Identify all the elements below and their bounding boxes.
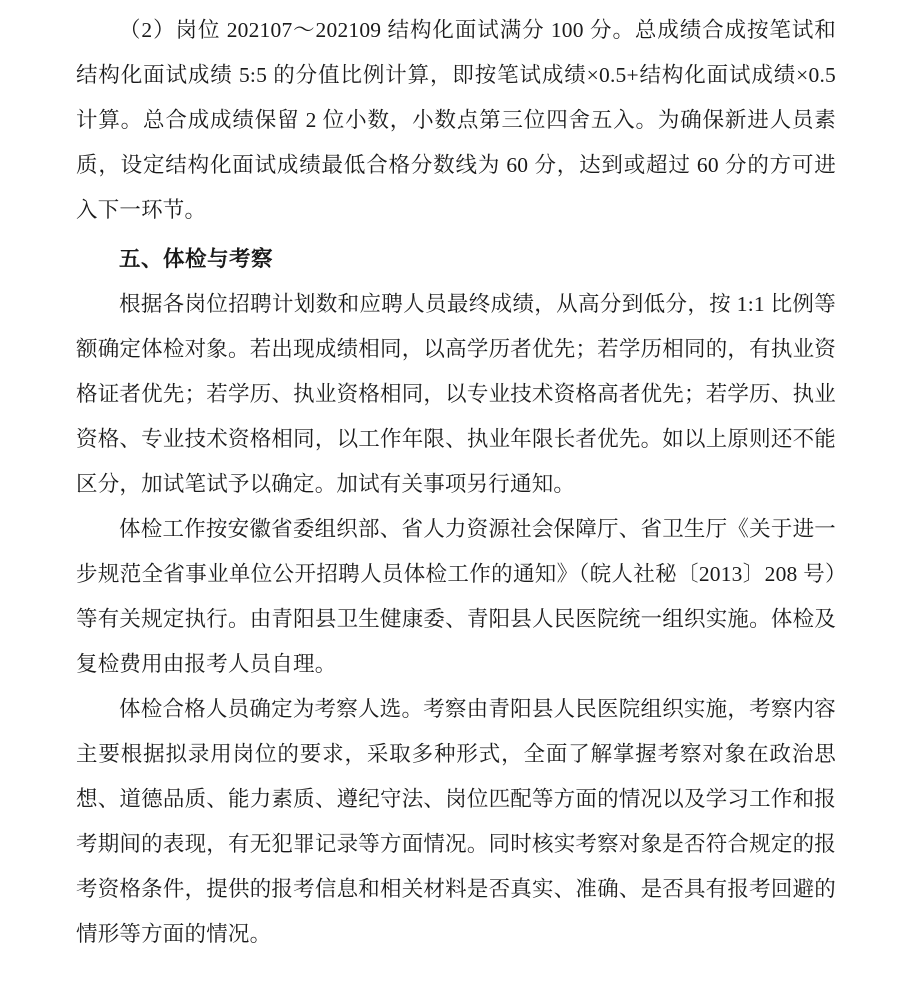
paragraph-medical-rules: 体检工作按安徽省委组织部、省人力资源社会保障厅、省卫生厅《关于进一步规范全省事业单位公开招聘人员体检工作的通知》（皖人社秘〔2013〕208 号）等有关规定执行。由青阳县卫生健康委、青阳县人民医院统一组织实施。体检及复检费用由报考人员自理。 <box>76 517 836 676</box>
section-heading-five: 五、体检与考察 <box>119 247 274 271</box>
paragraph-investigation: 体检合格人员确定为考察人选。考察由青阳县人民医院组织实施，考察内容主要根据拟录用岗位的要求，采取多种形式，全面了解掌握考察对象在政治思想、道德品质、能力素质、遵纪守法、岗位匹配等方面的情况以及学习工作和报考期间的表现，有无犯罪记录等方面情况。同时核实考察对象是否符合规定的报考资格条件，提供的报考信息和相关材料是否真实、准确、是否具有报考回避的情形等方面的情况。 <box>76 697 836 946</box>
paragraph-scoring: （2）岗位 202107～202109 结构化面试满分 100 分。总成绩合成按笔试和结构化面试成绩 5:5 的分值比例计算，即按笔试成绩×0.5+结构化面试成绩×0.5 计算。总合成成绩保留 2 位小数，小数点第三位四舍五入。为确保新进人员素质，设定结构化面试成绩最低合格分数线为 60 分，达到或超过 60 分的方可进入下一环节。 <box>76 18 836 222</box>
paragraph-medical-selection: 根据各岗位招聘计划数和应聘人员最终成绩，从高分到低分，按 1:1 比例等额确定体检对象。若出现成绩相同，以高学历者优先；若学历相同的，有执业资格证者优先；若学历、执业资格相同，以专业技术资格高者优先；若学历、执业资格、专业技术资格相同，以工作年限、执业年限长者优先。如以上原则还不能区分，加试笔试予以确定。加试有关事项另行通知。 <box>76 292 836 496</box>
